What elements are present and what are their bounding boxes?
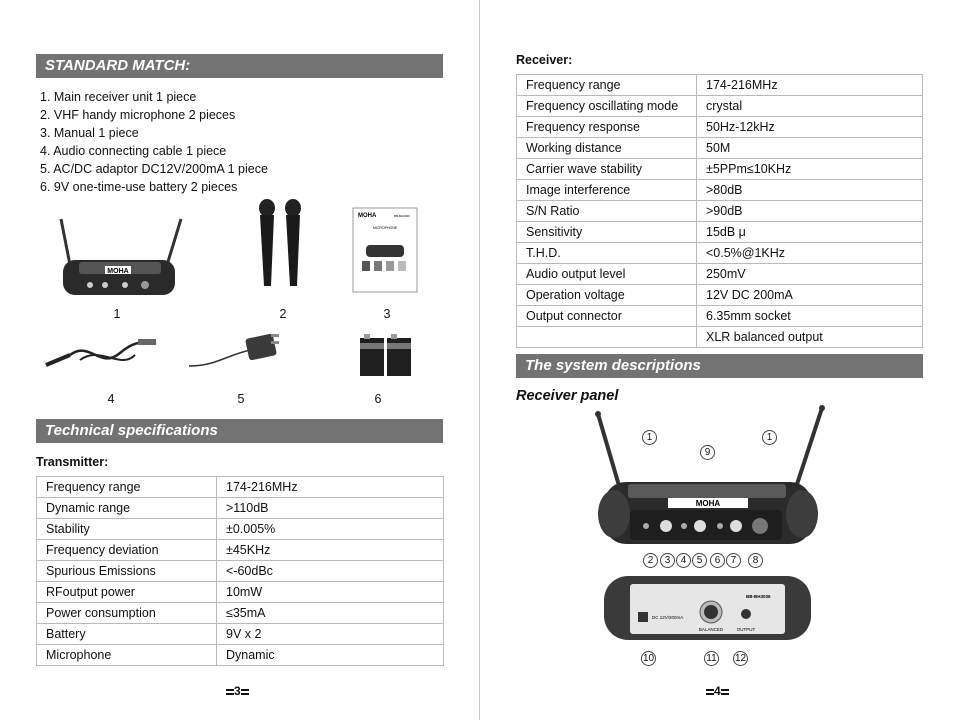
photo-number: 6 [374,392,382,406]
adaptor-image [185,328,285,373]
transmitter-spec-table [36,476,444,666]
spec-label: Frequency range [517,75,697,96]
table-row [37,561,444,582]
left-page [0,0,479,720]
right-page [480,0,959,720]
page-number: 3 [226,684,249,698]
spec-value: 174-216MHz [217,477,444,498]
spec-label: Operation voltage [517,285,697,306]
callout-8: 8 [748,553,763,568]
back-model-label: BB-BH3036 [746,594,771,599]
table-row [37,582,444,603]
list-item: 6. 9V one-time-use battery 2 pieces [40,180,238,194]
back-balanced-label: BALANCED [698,627,724,632]
spec-value: 50Hz-12kHz [697,117,923,138]
list-item: 2. VHF handy microphone 2 pieces [40,108,236,122]
spec-value: ±45KHz [217,540,444,561]
tech-specs-heading: Technical specifications [36,419,443,443]
callout-antenna-right: 1 [762,430,777,445]
spec-label: T.H.D. [517,243,697,264]
back-output-label: OUTPUT [736,627,756,632]
table-row [517,306,923,327]
spec-label: Stability [37,519,217,540]
table-row [517,117,923,138]
callout-3: 3 [660,553,675,568]
table-row [37,519,444,540]
spec-value: <-60dBc [217,561,444,582]
spec-label: Dynamic range [37,498,217,519]
callout-7: 7 [726,553,741,568]
callout-display: 9 [700,445,715,460]
table-row [517,138,923,159]
svg-text:BB-BH3036: BB-BH3036 [394,214,410,218]
receiver-brand-label: MOHA [107,268,129,275]
table-row [517,327,923,348]
spec-label: Battery [37,624,217,645]
spec-value: 50M [697,138,923,159]
photo-number: 1 [113,307,121,321]
callout-6: 6 [710,553,725,568]
table-row [37,624,444,645]
spec-value: 15dB μ [697,222,923,243]
spec-label: Output connector [517,306,697,327]
callout-antenna-left: 1 [642,430,657,445]
spec-value: ≤35mA [217,603,444,624]
table-row [517,264,923,285]
callout-10: 10 [642,653,655,664]
table-row [517,180,923,201]
list-item: 3. Manual 1 piece [40,126,139,140]
spec-value: 6.35mm socket [697,306,923,327]
spec-label: Spurious Emissions [37,561,217,582]
callout-2: 2 [643,553,658,568]
table-row [517,201,923,222]
spec-value: Dynamic [217,645,444,666]
list-item: 4. Audio connecting cable 1 piece [40,144,227,158]
spec-value: >80dB [697,180,923,201]
list-item: 5. AC/DC adaptor DC12V/200mA 1 piece [40,162,268,176]
standard-match-heading: STANDARD MATCH: [36,54,443,78]
spec-label: Image interference [517,180,697,201]
spec-label: Working distance [517,138,697,159]
table-row [37,645,444,666]
spec-value: <0.5%@1KHz [697,243,923,264]
spec-label: Audio output level [517,264,697,285]
spec-label: Frequency range [37,477,217,498]
spec-value: 174-216MHz [697,75,923,96]
receiver-back-panel-image [600,572,815,644]
receiver-panel-title: Receiver panel [516,388,619,404]
front-brand-label: MOHA [695,499,721,508]
spec-label [517,327,697,348]
spec-label: Microphone [37,645,217,666]
spec-label: Power consumption [37,603,217,624]
table-row [37,477,444,498]
photo-number: 3 [383,307,391,321]
spec-label: RFoutput power [37,582,217,603]
spec-label: Frequency response [517,117,697,138]
photo-number: 5 [237,392,245,406]
spec-value: ±5PPm≤10KHz [697,159,923,180]
photo-number: 4 [107,392,115,406]
callout-11: 11 [704,651,719,666]
table-row [517,96,923,117]
standard-match-list [40,88,268,196]
table-row [37,603,444,624]
spec-label: Carrier wave stability [517,159,697,180]
photo-number: 2 [279,307,287,321]
callout-4: 4 [676,553,691,568]
audio-cable-image [40,335,160,375]
transmitter-label: Transmitter: [36,455,109,469]
spec-label: Frequency oscillating mode [517,96,697,117]
spec-value: 12V DC 200mA [697,285,923,306]
receiver-unit-image [55,215,185,300]
spec-value: 10mW [217,582,444,603]
batteries-image [358,333,414,378]
callout-12: 12 [734,653,747,664]
spec-value: >110dB [217,498,444,519]
spec-value: ±0.005% [217,519,444,540]
list-item: 1. Main receiver unit 1 piece [40,90,197,104]
page-number: 4 [706,684,729,698]
svg-text:MOHA: MOHA [358,213,377,219]
spec-value: crystal [697,96,923,117]
spec-value: 9V x 2 [217,624,444,645]
table-row [517,285,923,306]
receiver-spec-table [516,74,923,348]
table-row [517,159,923,180]
spec-value: 250mV [697,264,923,285]
callout-5: 5 [692,553,707,568]
back-power-label: DC 12V/200mA [652,615,684,620]
svg-text:MICROPHONE: MICROPHONE [372,226,398,230]
spec-value: XLR balanced output [697,327,923,348]
spec-label: S/N Ratio [517,201,697,222]
system-descriptions-heading: The system descriptions [516,354,923,378]
table-row [37,498,444,519]
receiver-label: Receiver: [516,53,573,67]
spec-label: Frequency deviation [37,540,217,561]
microphones-image [255,198,307,293]
table-row [517,222,923,243]
table-row [37,540,444,561]
spec-label: Sensitivity [517,222,697,243]
table-row [517,243,923,264]
manual-image [352,207,418,293]
table-row [517,75,923,96]
spec-value: >90dB [697,201,923,222]
receiver-front-panel-image [580,400,840,560]
